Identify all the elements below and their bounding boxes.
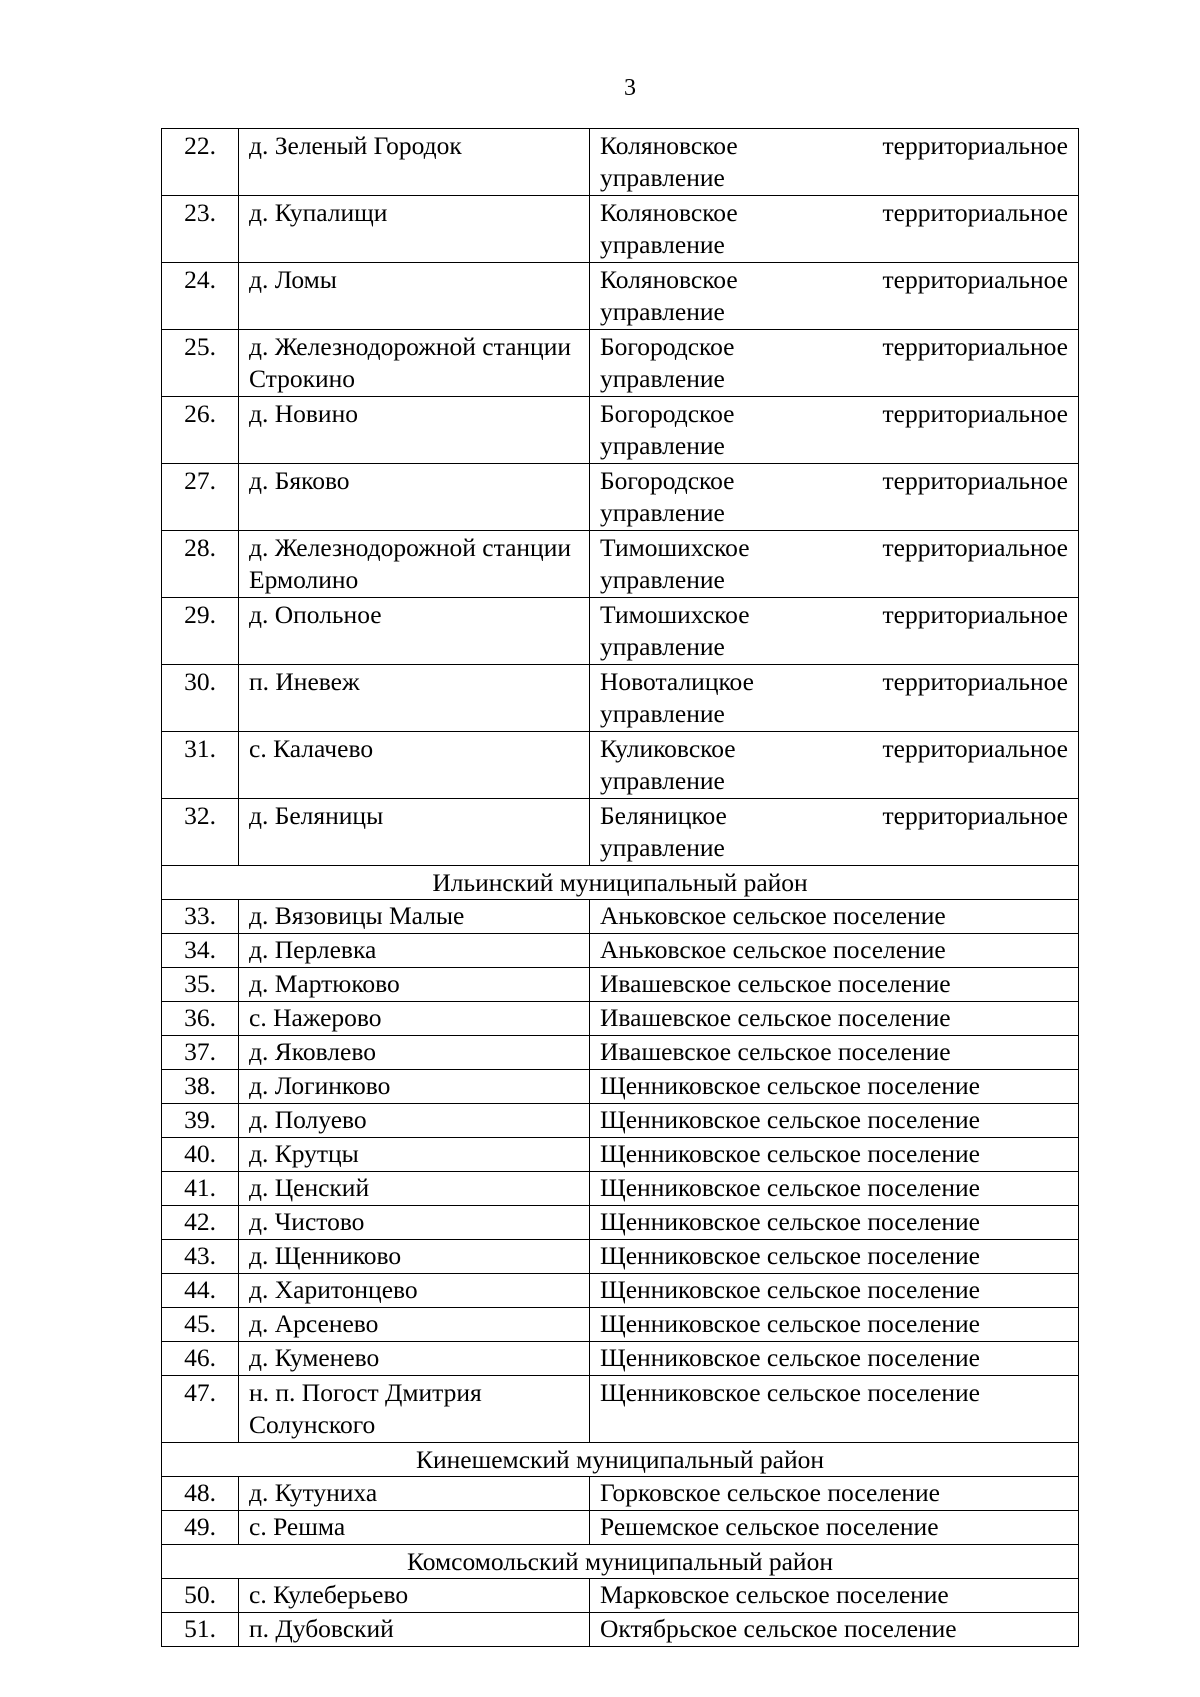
table-row [162, 1240, 1079, 1274]
table-row [162, 196, 1079, 263]
territorial-unit [590, 598, 1079, 665]
territorial-unit-suffix: управление [600, 230, 725, 259]
territorial-unit-type: территориальное [882, 332, 1068, 361]
section-row [162, 1443, 1079, 1477]
territorial-unit-name: Богородское [600, 332, 735, 361]
settlement-name: д. Железнодорожной станции Ермолино [239, 531, 590, 598]
row-number: 29. [162, 598, 239, 665]
territorial-unit-type: территориальное [882, 265, 1068, 294]
territorial-unit-name: Коляновское [600, 265, 738, 294]
territorial-unit-suffix: управление [600, 163, 725, 192]
table-row [162, 1036, 1079, 1070]
territorial-unit-type: территориальное [882, 600, 1068, 629]
settlement-name: д. Ценский [239, 1172, 590, 1206]
table-row [162, 665, 1079, 732]
table-row [162, 129, 1079, 196]
district-heading: Кинешемский муниципальный район [162, 1443, 1079, 1477]
settlements-table-body [162, 129, 1079, 1647]
territorial-unit-suffix: управление [600, 297, 725, 326]
territorial-unit-suffix: управление [600, 833, 725, 862]
territorial-unit-name: Богородское [600, 399, 735, 428]
row-number: 41. [162, 1172, 239, 1206]
territorial-unit-name: Тимошихское [600, 533, 750, 562]
row-number: 46. [162, 1342, 239, 1376]
row-number: 48. [162, 1477, 239, 1511]
territorial-unit: Щенниковское сельское поселение [590, 1172, 1079, 1206]
territorial-unit: Щенниковское сельское поселение [590, 1206, 1079, 1240]
territorial-unit: Щенниковское сельское поселение [590, 1342, 1079, 1376]
row-number: 28. [162, 531, 239, 598]
table-row [162, 1613, 1079, 1647]
territorial-unit [590, 799, 1079, 866]
row-number: 23. [162, 196, 239, 263]
table-row [162, 598, 1079, 665]
row-number: 49. [162, 1511, 239, 1545]
table-row [162, 1511, 1079, 1545]
table-row [162, 330, 1079, 397]
row-number: 36. [162, 1002, 239, 1036]
territorial-unit: Аньковское сельское поселение [590, 934, 1079, 968]
territorial-unit-name: Новоталицкое [600, 667, 754, 696]
territorial-unit-type: территориальное [882, 667, 1068, 696]
settlement-name: д. Щенниково [239, 1240, 590, 1274]
table-row [162, 1376, 1079, 1443]
table-row [162, 968, 1079, 1002]
settlement-name: д. Вязовицы Малые [239, 900, 590, 934]
table-row [162, 1138, 1079, 1172]
settlement-name: д. Полуево [239, 1104, 590, 1138]
district-heading: Комсомольский муниципальный район [162, 1545, 1079, 1579]
territorial-unit [590, 531, 1079, 598]
territorial-unit-suffix: управление [600, 632, 725, 661]
territorial-unit-type: территориальное [882, 131, 1068, 160]
territorial-unit-type: территориальное [882, 801, 1068, 830]
territorial-unit [590, 732, 1079, 799]
district-heading: Ильинский муниципальный район [162, 866, 1079, 900]
table-row [162, 397, 1079, 464]
row-number: 44. [162, 1274, 239, 1308]
territorial-unit-name: Коляновское [600, 131, 738, 160]
territorial-unit-type: территориальное [882, 399, 1068, 428]
territorial-unit [590, 330, 1079, 397]
table-row [162, 934, 1079, 968]
table-row [162, 263, 1079, 330]
settlement-name: д. Мартюково [239, 968, 590, 1002]
row-number: 25. [162, 330, 239, 397]
settlement-name: д. Купалищи [239, 196, 590, 263]
settlement-name: д. Беляницы [239, 799, 590, 866]
row-number: 51. [162, 1613, 239, 1647]
row-number: 24. [162, 263, 239, 330]
row-number: 43. [162, 1240, 239, 1274]
section-row [162, 1545, 1079, 1579]
territorial-unit-name: Коляновское [600, 198, 738, 227]
table-row [162, 464, 1079, 531]
territorial-unit [590, 263, 1079, 330]
row-number: 32. [162, 799, 239, 866]
territorial-unit-name: Куликовское [600, 734, 736, 763]
territorial-unit-suffix: управление [600, 766, 725, 795]
table-row [162, 1274, 1079, 1308]
table-row [162, 531, 1079, 598]
row-number: 38. [162, 1070, 239, 1104]
table-row [162, 1104, 1079, 1138]
table-row [162, 1477, 1079, 1511]
table-row [162, 1172, 1079, 1206]
settlement-name: с. Нажерово [239, 1002, 590, 1036]
territorial-unit: Ивашевское сельское поселение [590, 1002, 1079, 1036]
territorial-unit-name: Тимошихское [600, 600, 750, 629]
territorial-unit [590, 464, 1079, 531]
territorial-unit-type: территориальное [882, 734, 1068, 763]
territorial-unit: Ивашевское сельское поселение [590, 1036, 1079, 1070]
settlement-name: д. Перлевка [239, 934, 590, 968]
table-row [162, 1206, 1079, 1240]
table-row [162, 1579, 1079, 1613]
territorial-unit-name: Богородское [600, 466, 735, 495]
territorial-unit: Аньковское сельское поселение [590, 900, 1079, 934]
section-row [162, 866, 1079, 900]
row-number: 26. [162, 397, 239, 464]
table-row [162, 1070, 1079, 1104]
settlement-name: д. Чистово [239, 1206, 590, 1240]
territorial-unit-type: территориальное [882, 533, 1068, 562]
territorial-unit: Щенниковское сельское поселение [590, 1138, 1079, 1172]
territorial-unit: Горковское сельское поселение [590, 1477, 1079, 1511]
settlement-name: с. Калачево [239, 732, 590, 799]
territorial-unit-type: территориальное [882, 466, 1068, 495]
row-number: 34. [162, 934, 239, 968]
settlement-name: д. Зеленый Городок [239, 129, 590, 196]
territorial-unit-suffix: управление [600, 565, 725, 594]
territorial-unit: Щенниковское сельское поселение [590, 1070, 1079, 1104]
territorial-unit [590, 397, 1079, 464]
territorial-unit-name: Беляницкое [600, 801, 727, 830]
settlement-name: д. Харитонцево [239, 1274, 590, 1308]
territorial-unit: Щенниковское сельское поселение [590, 1274, 1079, 1308]
territorial-unit: Ивашевское сельское поселение [590, 968, 1079, 1002]
table-row [162, 900, 1079, 934]
territorial-unit-type: территориальное [882, 198, 1068, 227]
page-number: 3 [624, 75, 636, 101]
territorial-unit: Щенниковское сельское поселение [590, 1104, 1079, 1138]
settlement-name: д. Крутцы [239, 1138, 590, 1172]
settlement-name: д. Железнодорожной станции Строкино [239, 330, 590, 397]
settlement-name: д. Арсенево [239, 1308, 590, 1342]
territorial-unit: Решемское сельское поселение [590, 1511, 1079, 1545]
row-number: 27. [162, 464, 239, 531]
row-number: 40. [162, 1138, 239, 1172]
row-number: 42. [162, 1206, 239, 1240]
settlement-name: д. Куменево [239, 1342, 590, 1376]
table-row [162, 1342, 1079, 1376]
territorial-unit: Щенниковское сельское поселение [590, 1240, 1079, 1274]
settlement-name: д. Ломы [239, 263, 590, 330]
row-number: 33. [162, 900, 239, 934]
row-number: 37. [162, 1036, 239, 1070]
territorial-unit-suffix: управление [600, 364, 725, 393]
territorial-unit: Марковское сельское поселение [590, 1579, 1079, 1613]
table-row [162, 1002, 1079, 1036]
row-number: 22. [162, 129, 239, 196]
settlement-name: д. Новино [239, 397, 590, 464]
settlement-name: с. Решма [239, 1511, 590, 1545]
row-number: 30. [162, 665, 239, 732]
territorial-unit-suffix: управление [600, 498, 725, 527]
settlement-name: п. Дубовский [239, 1613, 590, 1647]
table-row [162, 799, 1079, 866]
row-number: 47. [162, 1376, 239, 1443]
settlement-name: д. Опольное [239, 598, 590, 665]
row-number: 39. [162, 1104, 239, 1138]
row-number: 35. [162, 968, 239, 1002]
territorial-unit [590, 665, 1079, 732]
territorial-unit [590, 196, 1079, 263]
row-number: 31. [162, 732, 239, 799]
settlement-name: д. Яковлево [239, 1036, 590, 1070]
territorial-unit-suffix: управление [600, 699, 725, 728]
settlement-name: д. Бяково [239, 464, 590, 531]
territorial-unit: Щенниковское сельское поселение [590, 1308, 1079, 1342]
settlement-name: д. Кутуниха [239, 1477, 590, 1511]
territorial-unit: Октябрьское сельское поселение [590, 1613, 1079, 1647]
table-row [162, 732, 1079, 799]
settlement-name: с. Кулеберьево [239, 1579, 590, 1613]
territorial-unit: Щенниковское сельское поселение [590, 1376, 1079, 1443]
settlement-name: п. Иневеж [239, 665, 590, 732]
row-number: 50. [162, 1579, 239, 1613]
settlements-table [161, 128, 1079, 1647]
row-number: 45. [162, 1308, 239, 1342]
territorial-unit-suffix: управление [600, 431, 725, 460]
settlement-name: д. Логинково [239, 1070, 590, 1104]
territorial-unit [590, 129, 1079, 196]
table-row [162, 1308, 1079, 1342]
settlement-name: н. п. Погост Дмитрия Солунского [239, 1376, 590, 1443]
